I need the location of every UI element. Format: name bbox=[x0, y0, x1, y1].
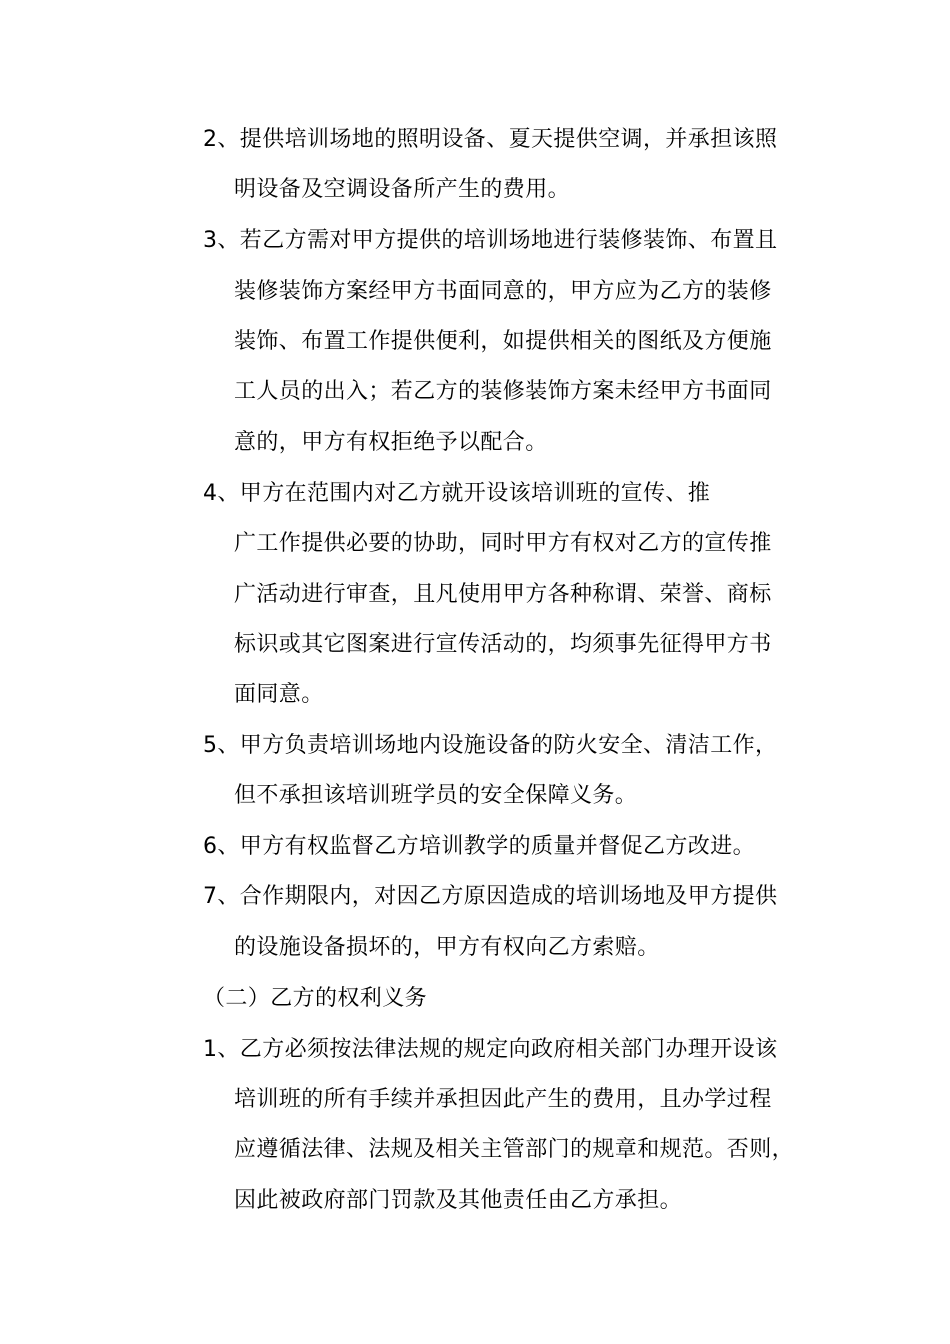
b-item-1-line-1: 1、乙方必须按法律法规的规定向政府相关部门办理开设该 bbox=[203, 1037, 778, 1062]
item-4-line-3: 广活动进行审查，且凡使用甲方各种称谓、荣誉、商标 bbox=[234, 582, 772, 607]
item-3-line-1: 3、若乙方需对甲方提供的培训场地进行装修装饰、布置且 bbox=[203, 228, 778, 253]
item-6-line-1: 6、甲方有权监督乙方培训教学的质量并督促乙方改进。 bbox=[203, 834, 755, 859]
item-3-line-5: 意的，甲方有权拒绝予以配合。 bbox=[234, 430, 548, 455]
b-item-1-line-3: 应遵循法律、法规及相关主管部门的规章和规范。否则， bbox=[234, 1137, 795, 1162]
item-4-line-1: 4、甲方在范围内对乙方就开设该培训班的宣传、推 bbox=[203, 481, 711, 506]
item-4-line-2: 广工作提供必要的协助，同时甲方有权对乙方的宣传推 bbox=[234, 531, 772, 556]
item-3-line-4: 工人员的出入；若乙方的装修装饰方案未经甲方书面同 bbox=[234, 379, 772, 404]
item-4-line-5: 面同意。 bbox=[234, 682, 324, 707]
item-7-line-1: 7、合作期限内，对因乙方原因造成的培训场地及甲方提供 bbox=[203, 884, 778, 909]
item-3-line-2: 装修装饰方案经甲方书面同意的，甲方应为乙方的装修 bbox=[234, 279, 772, 304]
section-heading: （二）乙方的权利义务 bbox=[203, 986, 428, 1011]
item-5-line-1: 5、甲方负责培训场地内设施设备的防火安全、清洁工作， bbox=[203, 733, 778, 758]
item-3-line-3: 装饰、布置工作提供便利，如提供相关的图纸及方便施 bbox=[234, 329, 772, 354]
b-item-1-line-2: 培训班的所有手续并承担因此产生的费用，且办学过程 bbox=[234, 1087, 772, 1112]
item-4-line-4: 标识或其它图案进行宣传活动的，均须事先征得甲方书 bbox=[234, 632, 772, 657]
item-2-line-2: 明设备及空调设备所产生的费用。 bbox=[234, 177, 571, 202]
item-5-line-2: 但不承担该培训班学员的安全保障义务。 bbox=[234, 783, 638, 808]
item-7-line-2: 的设施设备损坏的，甲方有权向乙方索赔。 bbox=[234, 935, 660, 960]
item-2-line-1: 2、提供培训场地的照明设备、夏天提供空调，并承担该照 bbox=[203, 127, 778, 152]
b-item-1-line-4: 因此被政府部门罚款及其他责任由乙方承担。 bbox=[234, 1188, 683, 1213]
